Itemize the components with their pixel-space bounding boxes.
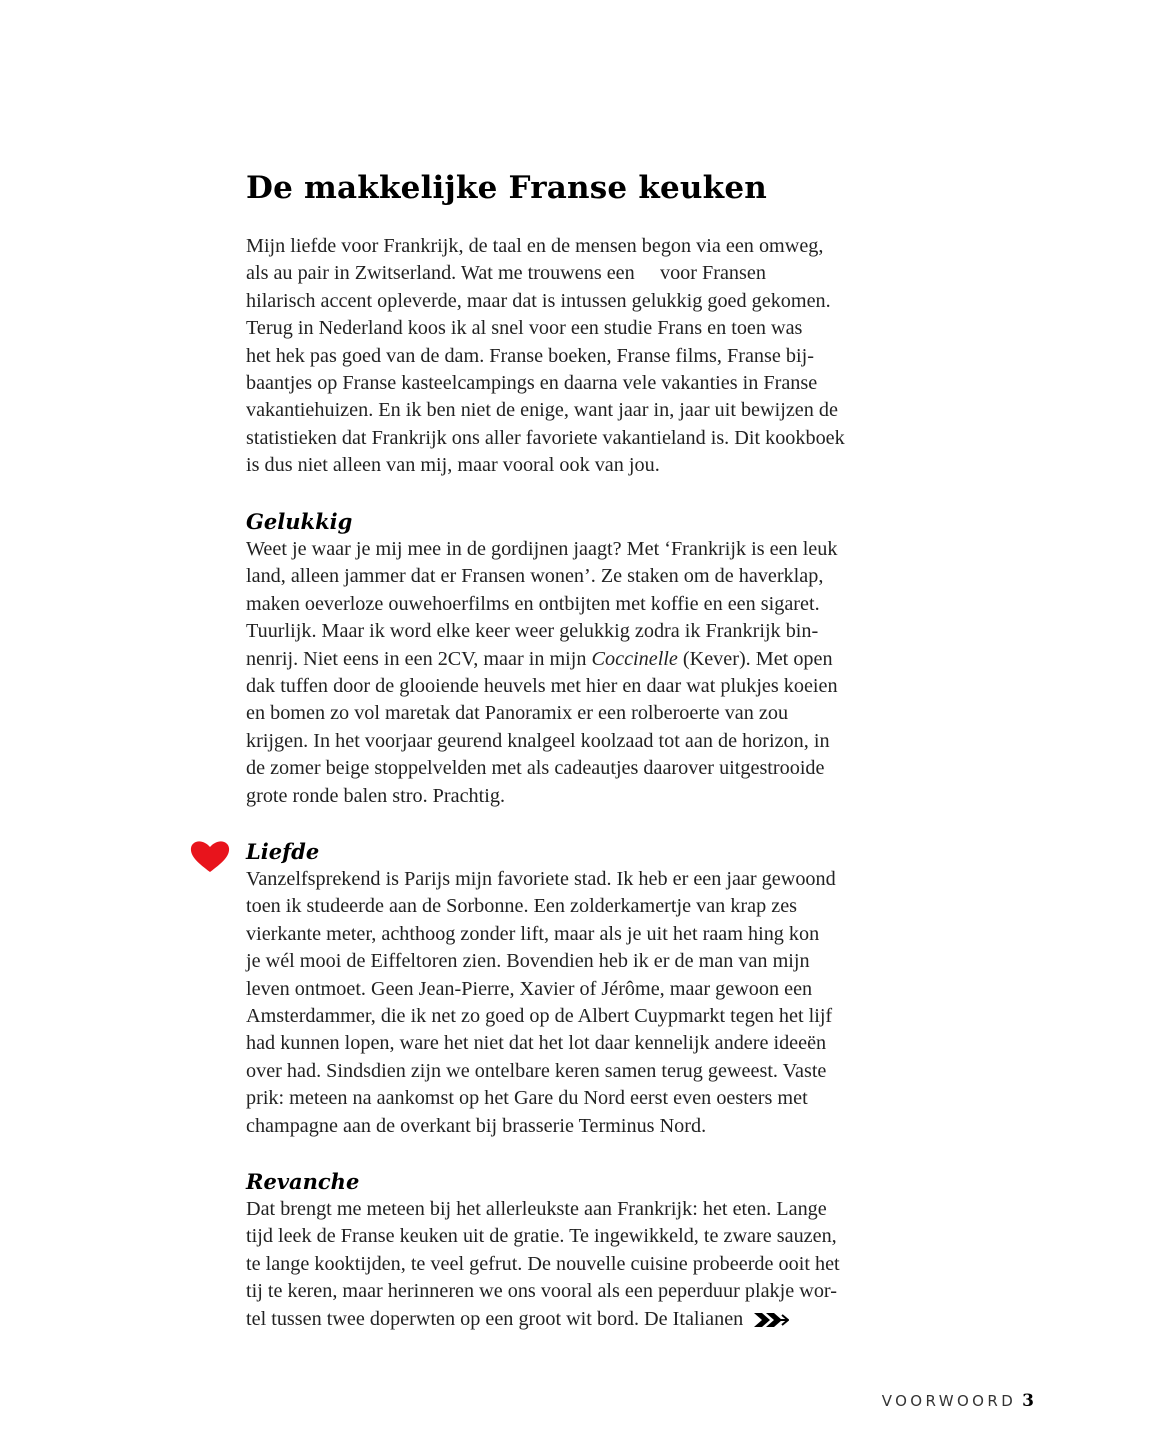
text-line: over had. Sindsdien zijn we ontelbare keren samen terug geweest. Vaste [246, 1059, 827, 1082]
text-line: tijd leek de Franse keuken uit de gratie. Te ingewikkeld, te zware sauzen, [246, 1225, 837, 1248]
text-line: leven ontmoet. Geen Jean-Pierre, Xavier of Jérôme, maar gewoon een [246, 977, 813, 1000]
text-fragment: tel tussen twee doperwten op een groot wit bord. De Italianen [246, 1307, 744, 1330]
text-line: dak tuffen door de glooiende heuvels met hier en daar wat plukjes koeien [246, 675, 838, 698]
section-heading: Gelukkig [246, 509, 353, 534]
section-paragraph [246, 866, 926, 1140]
text-line: land, alleen jammer dat er Fransen wonen’. Ze staken om de haverklap, [246, 565, 824, 588]
section-heading: Revanche [246, 1169, 360, 1194]
text-line-with-arrow [246, 1306, 926, 1333]
text-line: je wél mooi de Eiffeltoren zien. Bovendien heb ik er de man van mijn [246, 950, 810, 973]
text-line: vakantiehuizen. En ik ben niet de enige, want jaar in, jaar uit bewijzen de [246, 399, 838, 422]
text-line: Vanzelfsprekend is Parijs mijn favoriete stad. Ik heb er een jaar gewoond [246, 868, 836, 890]
text-line: Terug in Nederland koos ik al snel voor een studie Frans en toen was [246, 317, 803, 340]
text-line: statistieken dat Frankrijk ons aller favoriete vakantieland is. Dit kookboek [246, 426, 845, 449]
page-number: 3 [1022, 1391, 1034, 1411]
text-line: het hek pas goed van de dam. Franse boeken, Franse films, Franse bij- [246, 344, 814, 367]
text-line: Mijn liefde voor Frankrijk, de taal en de mensen begon via een omweg, [246, 235, 824, 257]
text-line: Tuurlijk. Maar ik word elke keer weer gelukkig zodra ik Frankrijk bin- [246, 620, 819, 643]
section-liefde [246, 838, 926, 1140]
text-line: vierkante meter, achthoog zonder lift, maar als je uit het raam hing kon [246, 922, 820, 945]
text-line: is dus niet alleen van mij, maar vooral ook van jou. [246, 454, 660, 477]
text-fragment: (Kever). Met open [677, 647, 833, 670]
chapter-label: VOORWOORD [881, 1392, 1017, 1410]
text-line-mixed [246, 646, 926, 673]
text-line: te lange kooktijden, te veel gefrut. De nouvelle cuisine probeerde ooit het [246, 1252, 840, 1275]
section-paragraph [246, 1196, 926, 1333]
section-gelukkig [246, 508, 926, 810]
text-line: en bomen zo vol maretak dat Panoramix er een rolberoerte van zou [246, 702, 789, 725]
text-line: toen ik studeerde aan de Sorbonne. Een zolderkamertje van krap zes [246, 895, 798, 918]
text-line: baantjes op Franse kasteelcampings en daarna vele vakanties in Franse [246, 372, 818, 395]
italic-word: Coccinelle [591, 647, 678, 670]
text-line: tij te keren, maar herinneren we ons vooral als een peperduur plakje wor- [246, 1280, 837, 1303]
text-line: grote ronde balen stro. Prachtig. [246, 784, 505, 807]
text-line: Amsterdammer, die ik net zo goed op de Albert Cuypmarkt tegen het lijf [246, 1005, 833, 1028]
text-line: als au pair in Zwitserland. Wat me trouwens een voor Fransen [246, 262, 766, 285]
text-line: had kunnen lopen, ware het niet dat het lot daar kennelijk andere ideeën [246, 1032, 827, 1055]
heart-icon [190, 839, 230, 873]
text-line: champagne aan de overkant bij brasserie Terminus Nord. [246, 1114, 707, 1137]
intro-block [246, 233, 926, 480]
double-arrow-icon [753, 1311, 789, 1329]
text-fragment: nenrij. Niet eens in een 2CV, maar in mijn [246, 647, 592, 670]
text-line: maken oeverloze ouwehoerfilms en ontbijten met koffie en een sigaret. [246, 592, 820, 615]
page-title: De makkelijke Franse keuken [246, 170, 768, 206]
text-line: Weet je waar je mij mee in de gordijnen jaagt? Met ‘Frankrijk is een leuk [246, 538, 838, 560]
text-line: hilarisch accent opleverde, maar dat is intussen gelukkig goed gekomen. [246, 289, 831, 312]
section-heading: Liefde [246, 839, 320, 864]
text-line: prik: meteen na aankomst op het Gare du Nord eerst even oesters met [246, 1087, 808, 1110]
section-paragraph [246, 536, 926, 810]
text-line: de zomer beige stoppelvelden met als cadeautjes daarover uitgestrooide [246, 757, 825, 780]
page-footer [882, 1391, 1034, 1411]
section-revanche [246, 1168, 926, 1333]
text-line: krijgen. In het voorjaar geurend knalgeel koolzaad tot aan de horizon, in [246, 729, 830, 752]
text-line: Dat brengt me meteen bij het allerleukste aan Frankrijk: het eten. Lange [246, 1198, 827, 1220]
intro-paragraph [246, 233, 926, 480]
